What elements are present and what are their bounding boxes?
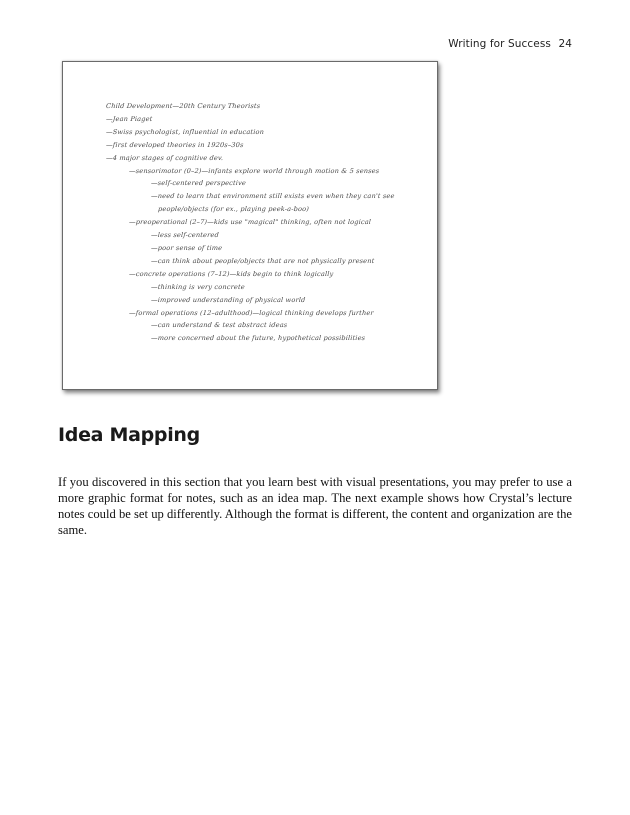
note-line: —Jean Piaget bbox=[105, 114, 153, 123]
running-header-title: Writing for Success bbox=[448, 38, 551, 50]
note-line: —can understand & test abstract ideas bbox=[150, 321, 288, 330]
note-line: —Swiss psychologist, influential in education bbox=[105, 127, 265, 136]
note-line: —poor sense of time bbox=[150, 243, 223, 252]
note-line: —4 major stages of cognitive dev. bbox=[105, 153, 224, 162]
notes-lines bbox=[63, 100, 437, 345]
note-line: —self-centered perspective bbox=[150, 179, 247, 188]
note-line: —thinking is very concrete bbox=[150, 282, 246, 291]
note-line: —preoperational (2–7)—kids use "magical" thinking, often not logical bbox=[128, 218, 372, 227]
note-line: —more concerned about the future, hypothetical possibilities bbox=[150, 334, 366, 343]
note-line: —first developed theories in 1920s–30s bbox=[105, 140, 244, 149]
body-paragraph: If you discovered in this section that you learn best with visual presentations, you may prefer to use a more graphic format for notes, such as an idea map. The next example shows how Crystal’s lecture notes could be set up differently. Although the format is different, the content and organization are the same. bbox=[58, 475, 572, 537]
note-line: —improved understanding of physical world bbox=[150, 295, 306, 304]
note-line: —formal operations (12–adulthood)—logical thinking develops further bbox=[128, 308, 375, 317]
note-line: people/objects (for ex., playing peek-a-boo) bbox=[157, 205, 310, 214]
note-line: —can think about people/objects that are not physically present bbox=[150, 256, 375, 265]
section-heading: Idea Mapping bbox=[58, 424, 200, 446]
note-line: —sensorimotor (0–2)—infants explore world through motion & 5 senses bbox=[128, 166, 380, 175]
page-number: 24 bbox=[558, 38, 572, 50]
note-line: —need to learn that environment still exists even when they can't see bbox=[150, 192, 395, 201]
note-line: Child Development—20th Century Theorists bbox=[105, 102, 261, 110]
handwritten-notes-image bbox=[62, 61, 438, 390]
note-line: —concrete operations (7–12)—kids begin to think logically bbox=[128, 269, 334, 278]
running-header bbox=[448, 38, 572, 50]
note-line: —less self-centered bbox=[150, 231, 220, 240]
